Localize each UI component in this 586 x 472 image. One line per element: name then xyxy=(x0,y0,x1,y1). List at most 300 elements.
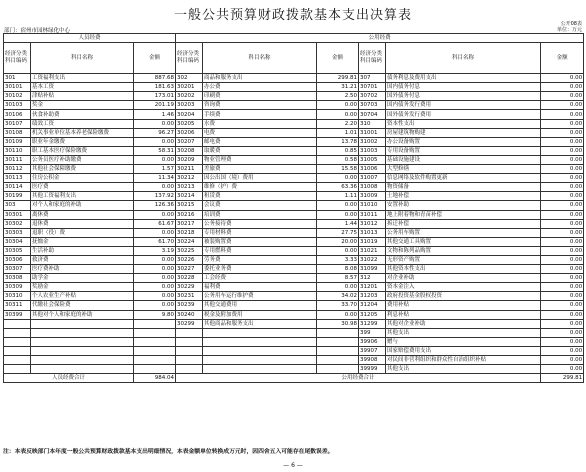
name-cell: 专用材料费 xyxy=(203,228,317,237)
code-cell: 31203 xyxy=(359,292,386,301)
name-cell: 对民间非营利组织和群众性自治组织补贴 xyxy=(386,356,541,365)
amount-header: 金额 xyxy=(541,43,584,74)
personnel-total-value: 984.04 xyxy=(134,374,176,383)
name-cell: 工资福利支出 xyxy=(31,74,134,83)
amount-cell: 0.00 xyxy=(541,301,584,310)
name-cell: 邮电费 xyxy=(203,137,317,146)
amount-cell: 33.70 xyxy=(317,301,359,310)
amount-cell: 8.57 xyxy=(317,274,359,283)
amount-cell: 11.34 xyxy=(134,174,176,183)
code-cell: 30207 xyxy=(176,137,203,146)
code-cell: 310 xyxy=(359,119,386,128)
code-cell: 30202 xyxy=(176,92,203,101)
code-cell: 39999 xyxy=(359,365,386,374)
table-row xyxy=(4,201,584,210)
amount-cell xyxy=(134,337,176,346)
table-row xyxy=(4,137,584,146)
table-row xyxy=(4,92,584,101)
code-cell: 30103 xyxy=(4,101,31,110)
amount-cell: 0.00 xyxy=(134,210,176,219)
unit-label: 单位：万元 xyxy=(556,27,582,33)
name-cell: 医疗费 xyxy=(31,183,134,192)
name-cell xyxy=(31,319,134,328)
name-cell: 生活补助 xyxy=(31,246,134,255)
amount-cell: 58.31 xyxy=(134,146,176,155)
table-row xyxy=(4,119,584,128)
name-cell: 住房公积金 xyxy=(31,174,134,183)
name-cell: 国外债务发行费用 xyxy=(386,110,541,119)
amount-cell: 3.19 xyxy=(134,246,176,255)
code-cell: 30102 xyxy=(4,92,31,101)
amount-cell: 0.00 xyxy=(134,301,176,310)
code-cell: 31003 xyxy=(359,146,386,155)
code-cell xyxy=(4,337,31,346)
code-cell xyxy=(176,337,203,346)
public-header: 公用经费 xyxy=(176,34,584,43)
amount-cell xyxy=(134,356,176,365)
name-cell: 办公设备购置 xyxy=(386,137,541,146)
table-row xyxy=(4,174,584,183)
amount-cell: 0.00 xyxy=(541,274,584,283)
code-cell: 39906 xyxy=(359,337,386,346)
table-row xyxy=(4,155,584,164)
name-cell: 其他社会保障缴费 xyxy=(31,165,134,174)
code-cell xyxy=(176,346,203,355)
econ-class-header: 经济分类科目编码 xyxy=(359,43,386,74)
name-cell xyxy=(203,356,317,365)
code-cell: 30302 xyxy=(4,219,31,228)
name-cell: 债务利息及费用支出 xyxy=(386,74,541,83)
subject-name-header: 科目名称 xyxy=(203,43,317,74)
amount-cell: 0.00 xyxy=(541,346,584,355)
amount-cell: 0.00 xyxy=(317,201,359,210)
name-cell: 基本工资 xyxy=(31,83,134,92)
name-cell: 政府投资基金股权投资 xyxy=(386,292,541,301)
amount-cell: 0.00 xyxy=(317,246,359,255)
name-cell: 税金及附加费用 xyxy=(203,310,317,319)
table-row xyxy=(4,237,584,246)
name-cell: 工会经费 xyxy=(203,274,317,283)
code-cell: 30399 xyxy=(4,310,31,319)
name-cell: 退休费 xyxy=(31,219,134,228)
name-cell: 水费 xyxy=(203,119,317,128)
amount-cell: 0.00 xyxy=(317,310,359,319)
table-row xyxy=(4,337,584,346)
name-cell: 福利费 xyxy=(203,283,317,292)
footnote: 注：本表反映部门本年度一般公共预算财政拨款基本支出明细情况，本表金额单位转换成万元时，因四舍五入可能存在尾数误差。 xyxy=(3,449,334,455)
code-cell: 30214 xyxy=(176,192,203,201)
code-cell: 30215 xyxy=(176,201,203,210)
amount-cell xyxy=(317,346,359,355)
code-cell: 30204 xyxy=(176,110,203,119)
name-cell: 赠与 xyxy=(386,337,541,346)
amount-cell: 0.00 xyxy=(134,265,176,274)
name-cell: 津贴补贴 xyxy=(31,92,134,101)
report-title: 一般公共预算财政拨款基本支出决算表 xyxy=(173,8,412,23)
code-cell: 30701 xyxy=(359,83,386,92)
amount-cell: 0.00 xyxy=(317,101,359,110)
name-cell xyxy=(203,328,317,337)
table-row xyxy=(4,356,584,365)
amount-cell: 0.00 xyxy=(541,146,584,155)
name-cell: 费用补贴 xyxy=(386,301,541,310)
name-cell: 取暖费 xyxy=(203,146,317,155)
amount-cell: 8.08 xyxy=(317,265,359,274)
code-cell: 307 xyxy=(359,74,386,83)
code-cell: 30111 xyxy=(4,155,31,164)
amount-cell: 0.00 xyxy=(541,237,584,246)
code-cell: 30205 xyxy=(176,119,203,128)
code-cell: 31019 xyxy=(359,237,386,246)
amount-cell xyxy=(134,365,176,374)
amount-cell: 2.50 xyxy=(317,92,359,101)
code-cell: 30299 xyxy=(176,319,203,328)
amount-cell: 13.78 xyxy=(317,137,359,146)
code-cell: 31299 xyxy=(359,319,386,328)
code-cell: 30110 xyxy=(4,146,31,155)
code-cell: 302 xyxy=(176,74,203,83)
code-cell: 39907 xyxy=(359,346,386,355)
code-cell: 30201 xyxy=(176,83,203,92)
amount-cell: 0.00 xyxy=(541,183,584,192)
amount-cell xyxy=(134,346,176,355)
code-cell: 31204 xyxy=(359,301,386,310)
code-cell: 31001 xyxy=(359,128,386,137)
name-cell: 文物和陈列品购置 xyxy=(386,246,541,255)
name-cell: 机关事业单位基本养老保险缴费 xyxy=(31,128,134,137)
name-cell: 房屋建筑物购建 xyxy=(386,128,541,137)
amount-cell: 0.00 xyxy=(541,319,584,328)
amount-cell: 1.01 xyxy=(317,128,359,137)
name-cell: 公务接待费 xyxy=(203,219,317,228)
code-cell: 30106 xyxy=(4,110,31,119)
code-cell: 31007 xyxy=(359,174,386,183)
code-cell: 31009 xyxy=(359,192,386,201)
table-row xyxy=(4,228,584,237)
page-number: — 6 — xyxy=(283,462,303,469)
code-cell: 30227 xyxy=(176,265,203,274)
name-cell: 职工基本医疗保险缴费 xyxy=(31,146,134,155)
code-cell: 30206 xyxy=(176,128,203,137)
code-cell xyxy=(4,328,31,337)
amount-cell: 0.00 xyxy=(541,83,584,92)
personnel-total-label: 人员经费合计 xyxy=(4,374,134,383)
code-cell: 30114 xyxy=(4,183,31,192)
name-cell: 安置补助 xyxy=(386,201,541,210)
name-cell: 助学金 xyxy=(31,274,134,283)
code-cell: 301 xyxy=(4,74,31,83)
name-cell: 印刷费 xyxy=(203,92,317,101)
code-cell: 30309 xyxy=(4,283,31,292)
name-cell: 大型修缮 xyxy=(386,165,541,174)
amount-cell: 181.63 xyxy=(134,83,176,92)
code-cell: 30113 xyxy=(4,174,31,183)
code-cell: 30225 xyxy=(176,246,203,255)
name-cell: 救济费 xyxy=(31,255,134,264)
amount-cell: 0.00 xyxy=(134,137,176,146)
amount-cell: 96.27 xyxy=(134,128,176,137)
code-cell: 30311 xyxy=(4,301,31,310)
amount-cell: 9.80 xyxy=(134,310,176,319)
amount-cell: 0.00 xyxy=(541,92,584,101)
code-cell: 30209 xyxy=(176,155,203,164)
name-cell: 其他对个人和家庭的补助 xyxy=(31,310,134,319)
name-cell: 拆迁补偿 xyxy=(386,219,541,228)
amount-cell: 0.00 xyxy=(541,101,584,110)
code-cell: 30308 xyxy=(4,274,31,283)
table-row xyxy=(4,365,584,374)
code-cell: 30216 xyxy=(176,210,203,219)
name-cell xyxy=(31,328,134,337)
name-cell: 其他工资福利支出 xyxy=(31,192,134,201)
amount-cell: 2.20 xyxy=(317,119,359,128)
amount-cell: 0.00 xyxy=(134,255,176,264)
name-cell: 物业管理费 xyxy=(203,155,317,164)
name-cell: 个人农业生产补贴 xyxy=(31,292,134,301)
public-total-value: 299.81 xyxy=(541,374,584,383)
table-row xyxy=(4,310,584,319)
amount-cell: 0.00 xyxy=(541,219,584,228)
name-cell: 租赁费 xyxy=(203,192,317,201)
code-cell: 399 xyxy=(359,328,386,337)
amount-cell: 0.00 xyxy=(134,228,176,237)
code-cell: 30240 xyxy=(176,310,203,319)
amount-cell: 1.57 xyxy=(134,165,176,174)
code-cell: 31008 xyxy=(359,183,386,192)
amount-cell xyxy=(134,328,176,337)
table-row xyxy=(4,301,584,310)
amount-header: 金额 xyxy=(134,43,176,74)
table-row xyxy=(4,101,584,110)
amount-cell: 0.00 xyxy=(317,174,359,183)
code-cell: 39908 xyxy=(359,356,386,365)
table-row xyxy=(4,165,584,174)
amount-cell xyxy=(317,365,359,374)
amount-cell: 137.92 xyxy=(134,192,176,201)
amount-cell: 31.21 xyxy=(317,83,359,92)
amount-cell: 1.46 xyxy=(134,110,176,119)
amount-cell: 0.00 xyxy=(134,283,176,292)
code-cell: 312 xyxy=(359,274,386,283)
name-cell: 资本性支出 xyxy=(386,119,541,128)
amount-cell: 0.00 xyxy=(134,155,176,164)
table-row xyxy=(4,328,584,337)
amount-cell: 0.00 xyxy=(541,165,584,174)
name-cell: 培训费 xyxy=(203,210,317,219)
code-cell: 30231 xyxy=(176,292,203,301)
table-row xyxy=(4,265,584,274)
name-cell: 其他交通工具购置 xyxy=(386,237,541,246)
amount-cell xyxy=(317,337,359,346)
amount-cell: 0.00 xyxy=(541,283,584,292)
code-cell: 30107 xyxy=(4,119,31,128)
amount-cell: 0.00 xyxy=(134,274,176,283)
amount-cell: 0.00 xyxy=(541,292,584,301)
name-cell: 其他支出 xyxy=(386,365,541,374)
name-cell: 国内债务发行费用 xyxy=(386,101,541,110)
amount-cell: 0.00 xyxy=(541,155,584,164)
name-cell: 国家赔偿费用支出 xyxy=(386,346,541,355)
amount-cell: 30.98 xyxy=(317,319,359,328)
name-cell: 其他商品和服务支出 xyxy=(203,319,317,328)
amount-cell: 27.75 xyxy=(317,228,359,237)
expenditure-table xyxy=(3,33,584,383)
amount-cell: 15.58 xyxy=(317,165,359,174)
name-cell: 离休费 xyxy=(31,210,134,219)
table-row xyxy=(4,283,584,292)
code-cell: 31021 xyxy=(359,246,386,255)
name-cell xyxy=(31,356,134,365)
amount-cell: 0.58 xyxy=(317,155,359,164)
name-cell: 公务用车运行维护费 xyxy=(203,292,317,301)
name-cell: 会议费 xyxy=(203,201,317,210)
code-cell: 30218 xyxy=(176,228,203,237)
code-cell: 30217 xyxy=(176,219,203,228)
econ-class-header: 经济分类科目编码 xyxy=(4,43,31,74)
code-cell: 30304 xyxy=(4,237,31,246)
name-cell: 商品和服务支出 xyxy=(203,74,317,83)
amount-cell: 0.00 xyxy=(541,128,584,137)
amount-cell: 0.00 xyxy=(317,210,359,219)
code-cell: 30307 xyxy=(4,265,31,274)
name-cell: 其他资本性支出 xyxy=(386,265,541,274)
name-cell: 对企业补助 xyxy=(386,274,541,283)
name-cell: 绩效工资 xyxy=(31,119,134,128)
code-cell: 30305 xyxy=(4,246,31,255)
code-cell xyxy=(4,365,31,374)
name-cell: 公务员医疗补助缴费 xyxy=(31,155,134,164)
name-cell: 抚恤金 xyxy=(31,237,134,246)
name-cell: 手续费 xyxy=(203,110,317,119)
name-cell: 利息补贴 xyxy=(386,310,541,319)
code-cell: 31005 xyxy=(359,155,386,164)
name-cell: 劳务费 xyxy=(203,255,317,264)
table-row xyxy=(4,128,584,137)
name-cell: 伙食补助费 xyxy=(31,110,134,119)
code-cell: 30704 xyxy=(359,110,386,119)
name-cell: 办公费 xyxy=(203,83,317,92)
name-cell: 维修（护）费 xyxy=(203,183,317,192)
code-cell: 30109 xyxy=(4,137,31,146)
code-cell xyxy=(176,356,203,365)
name-cell: 专用设备购置 xyxy=(386,146,541,155)
amount-cell: 0.00 xyxy=(541,201,584,210)
amount-cell: 34.02 xyxy=(317,292,359,301)
department-label: 部门：宿州市园林绿化中心 xyxy=(4,28,71,34)
code-cell: 30226 xyxy=(176,255,203,264)
code-cell: 30208 xyxy=(176,146,203,155)
amount-cell: 3.33 xyxy=(317,255,359,264)
code-cell: 30108 xyxy=(4,128,31,137)
code-cell: 30228 xyxy=(176,274,203,283)
amount-cell: 0.00 xyxy=(541,210,584,219)
table-row xyxy=(4,346,584,355)
name-cell: 奖励金 xyxy=(31,283,134,292)
name-cell: 差旅费 xyxy=(203,165,317,174)
name-cell: 退职（役）费 xyxy=(31,228,134,237)
code-cell: 30301 xyxy=(4,210,31,219)
amount-cell: 0.00 xyxy=(541,255,584,264)
name-cell xyxy=(31,337,134,346)
amount-cell: 0.00 xyxy=(541,192,584,201)
code-cell: 31013 xyxy=(359,228,386,237)
amount-cell xyxy=(317,356,359,365)
table-row xyxy=(4,246,584,255)
code-cell: 31011 xyxy=(359,210,386,219)
code-cell xyxy=(4,356,31,365)
amount-cell: 0.00 xyxy=(541,174,584,183)
amount-cell: 0.00 xyxy=(134,292,176,301)
code-cell: 31022 xyxy=(359,255,386,264)
amount-cell: 0.00 xyxy=(541,356,584,365)
amount-cell: 0.00 xyxy=(541,119,584,128)
econ-class-header: 经济分类科目编码 xyxy=(176,43,203,74)
code-cell: 31012 xyxy=(359,219,386,228)
name-cell xyxy=(203,346,317,355)
table-row xyxy=(4,210,584,219)
public-total-label: 公用经费合计 xyxy=(176,374,541,383)
table-row xyxy=(4,146,584,155)
name-cell xyxy=(203,365,317,374)
name-cell: 资本金注入 xyxy=(386,283,541,292)
code-cell: 30112 xyxy=(4,165,31,174)
amount-cell: 0.00 xyxy=(541,110,584,119)
code-cell: 30224 xyxy=(176,237,203,246)
amount-cell: 0.00 xyxy=(541,246,584,255)
table-row xyxy=(4,192,584,201)
code-cell: 30212 xyxy=(176,174,203,183)
code-cell: 31099 xyxy=(359,265,386,274)
name-cell: 奖金 xyxy=(31,101,134,110)
amount-cell: 201.19 xyxy=(134,101,176,110)
amount-cell: 61.70 xyxy=(134,237,176,246)
code-cell: 30303 xyxy=(4,228,31,237)
name-cell: 委托业务费 xyxy=(203,265,317,274)
amount-cell: 0.85 xyxy=(317,146,359,155)
code-cell: 30306 xyxy=(4,255,31,264)
name-cell: 其他对企业补助 xyxy=(386,319,541,328)
amount-header: 金额 xyxy=(317,43,359,74)
code-cell: 31010 xyxy=(359,201,386,210)
amount-cell: 0.00 xyxy=(541,310,584,319)
amount-cell: 0.00 xyxy=(134,119,176,128)
amount-cell: 20.00 xyxy=(317,237,359,246)
amount-cell: 0.00 xyxy=(541,74,584,83)
table-row xyxy=(4,83,584,92)
table-row xyxy=(4,292,584,301)
amount-cell: 0.00 xyxy=(541,137,584,146)
amount-cell: 0.00 xyxy=(134,183,176,192)
name-cell: 职业年金缴费 xyxy=(31,137,134,146)
code-cell: 30310 xyxy=(4,292,31,301)
code-cell: 31006 xyxy=(359,165,386,174)
name-cell: 代缴社会保险费 xyxy=(31,301,134,310)
code-cell xyxy=(176,365,203,374)
table-row xyxy=(4,183,584,192)
name-cell: 信息网络及软件购置更新 xyxy=(386,174,541,183)
amount-cell: 0.00 xyxy=(541,328,584,337)
name-cell xyxy=(203,337,317,346)
amount-cell: 0.00 xyxy=(317,110,359,119)
name-cell: 无形资产购置 xyxy=(386,255,541,264)
name-cell: 其他支出 xyxy=(386,328,541,337)
form-code: 公开08表 xyxy=(560,21,582,27)
subject-name-header: 科目名称 xyxy=(31,43,134,74)
amount-cell: 126.36 xyxy=(134,201,176,210)
name-cell: 其他交通费用 xyxy=(203,301,317,310)
table-row xyxy=(4,219,584,228)
table-row xyxy=(4,74,584,83)
